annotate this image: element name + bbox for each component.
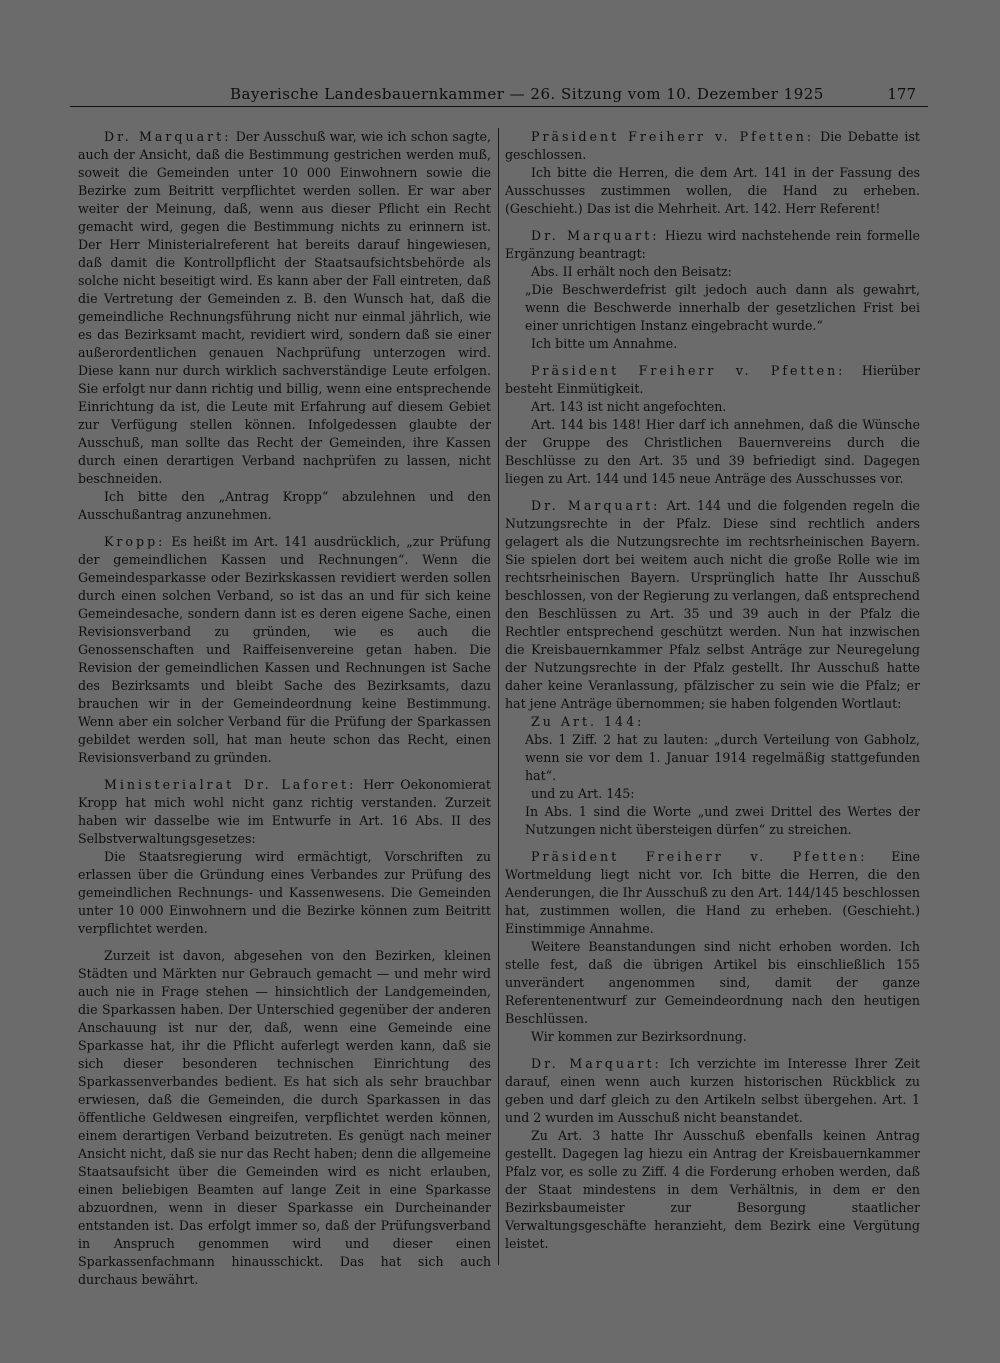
page-number: 177	[887, 85, 916, 103]
paragraph	[505, 1127, 920, 1253]
paragraph	[505, 362, 920, 398]
paragraph-text: Ich bitte den „Antrag Kropp“ abzulehnen und den Ausschußantrag anzunehmen.	[78, 489, 491, 522]
speaker-name: Präsident Freiherr v. Pfetten:	[531, 129, 815, 144]
paragraph-text: Abs. 1 Ziff. 2 hat zu lauten: „durch Verteilung von Gabholz, wenn sie vor dem 1. Januar 1914 regelmäßig stattgefunden hat“.	[525, 732, 920, 783]
column-divider	[498, 128, 499, 1265]
paragraph	[505, 398, 920, 416]
paragraph-text: Der Ausschuß war, wie ich schon sagte, auch der Ansicht, daß die Bestimmung gestrichen werden muß, soweit die Gemeinden unter 10 000 Einwohnern sowie die Bezirke zum Beitritt verpflichtet werden sollen. Er war aber weiter der Meinung, daß, wenn aus dieser Pflicht ein Recht gemacht wird, gegen die Bestimmung nichts zu erinnern ist. Der Herr Ministerialreferent hat bereits darauf hingewiesen, daß damit die Kontrollpflicht der Staatsaufsichtsbehörde als solche nicht beseitigt wird. Es kann aber der Fall eintreten, daß die Vertretung der Gemeinden z. B. den Wunsch hat, daß die gemeindliche Rechnungsführung nicht nur einmal jährlich, wie es das Bezirksamt macht, revidiert wird, sondern daß sie einer außerordentlichen genauen Nachprüfung unterzogen wird. Diese kann nur durch wirklich sachverständige Leute erfolgen. Sie erfolgt nur dann richtig und billig, wenn eine entsprechende Einrichtung da ist, die Leute mit Erfahrung auf diesem Gebiet zur Verfügung stellen können. Infolgedessen glaubte der Ausschuß, man sollte das Recht der Gemeinden, ihre Kassen durch einen derartigen Verband nachprüfen zu lassen, nicht beschneiden.	[78, 129, 491, 486]
paragraph-text: Art. 144 bis 148! Hier darf ich annehmen, daß die Wünsche der Gruppe des Christlichen Bauernvereins durch die Beschlüsse zu den Art. 35 und 39 befriedigt sind. Dagegen liegen zu Art. 144 und 145 neue Anträge des Ausschusses vor.	[505, 417, 920, 486]
paragraph-text: „Die Beschwerdefrist gilt jedoch auch dann als gewahrt, wenn die Beschwerde innerhalb der gesetzlichen Frist bei einer unrichtigen Instanz eingebracht wurde.“	[525, 282, 920, 333]
left-column	[78, 128, 491, 1289]
paragraph	[505, 128, 920, 164]
paragraph	[78, 533, 491, 767]
paragraph	[78, 488, 491, 524]
right-column	[505, 128, 920, 1253]
paragraph-text: Ich verzichte im Interesse Ihrer Zeit darauf, einen wenn auch kurzen historischen Rückblick zu geben und darf gleich zu den Artikeln selbst übergehen. Art. 1 und 2 wurden im Ausschuß nicht beanstandet.	[505, 1056, 920, 1125]
speaker-name: Ministerialrat Dr. Laforet:	[104, 777, 357, 792]
paragraph-text: Hiezu wird nachstehende rein formelle Ergänzung beantragt:	[505, 228, 920, 261]
speaker-name: Präsident Freiherr v. Pfetten:	[531, 363, 846, 378]
paragraph-text: Es heißt im Art. 141 ausdrücklich, „zur Prüfung der gemeindlichen Kassen und Rechnungen“. Wenn die Gemeindesparkasse oder Bezirkskassen revidiert werden sollen durch einen solchen Verband, so ist das an und für sich keine Gemeindesache, sondern dann ist es deren eigene Sache, einen Revisionsverband zu gründen, wie es auch die Genossenschaften und Raiffeisenvereine getan haben. Die Revision der gemeindlichen Kassen und Rechnungen ist Sache des Bezirksamts und bleibt Sache des Bezirksamts, dazu brauchen wir in der Gemeindeordnung keine Bestimmung. Wenn aber ein solcher Verband für die Prüfung der Sparkassen gebildet werden soll, hat man heute schon das Recht, einen Revisionsverband zu gründen.	[78, 534, 491, 765]
speaker-name: Dr. Marquart:	[104, 129, 232, 144]
speaker-name: Dr. Marquart:	[531, 498, 661, 513]
paragraph-text: Ich bitte um Annahme.	[531, 336, 678, 351]
speaker-name: Präsident Freiherr v. Pfetten:	[531, 849, 868, 864]
paragraph-text: und zu Art. 145:	[531, 786, 635, 801]
paragraph	[505, 497, 920, 713]
paragraph	[78, 947, 491, 1289]
paragraph-text: Wir kommen zur Bezirksordnung.	[531, 1029, 747, 1044]
paragraph-text: Art. 143 ist nicht angefochten.	[531, 399, 727, 414]
paragraph	[505, 848, 920, 938]
paragraph-text: Die Staatsregierung wird ermächtigt, Vorschriften zu erlassen über die Gründung eines Verbandes zur Prüfung des gemeindlichen Rechnungs- und Kassenwesens. Die Gemeinden unter 10 000 Einwohnern und die Bezirke können zum Beitritt verpflichtet werden.	[78, 849, 491, 936]
speaker-name: Dr. Marquart:	[531, 1056, 662, 1071]
paragraph-text: Abs. II erhält noch den Beisatz:	[531, 264, 732, 279]
paragraph	[505, 713, 920, 731]
quoted-paragraph	[505, 281, 920, 335]
paragraph	[78, 128, 491, 488]
paragraph-text: Herr Oekonomierat Kropp hat mich wohl nicht ganz richtig verstanden. Zurzeit haben wir dasselbe wie im Entwurfe in Art. 16 Abs. II des Selbstverwaltungsgesetzes:	[78, 777, 491, 846]
quoted-paragraph	[505, 263, 920, 281]
page-header	[70, 84, 928, 107]
paragraph-text: Die Debatte ist geschlossen.	[505, 129, 920, 162]
paragraph-text: Zu Art. 3 hatte Ihr Ausschuß ebenfalls keinen Antrag gestellt. Dagegen lag hiezu ein Antrag der Kreisbauernkammer Pfalz vor, es solle zu Ziff. 4 die Forderung erhoben werden, daß der Staat mindestens in dem Verhältnis, in dem er den Bezirksbaumeister zur Besorgung staatlicher Verwaltungsgeschäfte heranzieht, dem Bezirk eine Vergütung leistet.	[505, 1128, 920, 1251]
speaker-name: Dr. Marquart:	[531, 228, 660, 243]
quoted-paragraph	[78, 848, 491, 938]
paragraph-text: Art. 144 und die folgenden regeln die Nutzungsrechte in der Pfalz. Diese sind rechtlich anders gelagert als die Nutzungsrechte im rechtsrheinischen Bayern. Sie spielen dort bei weitem auch nicht die große Rolle wie im rechtsrheinischen Bayern. Ursprünglich hatte Ihr Ausschuß beschlossen, von der Regierung zu verlangen, daß entsprechend den Beschlüssen zu Art. 35 und 39 auch in der Pfalz die Rechtler entsprechend geschützt werden. Nun hat inzwischen die Kreisbauernkammer Pfalz selbst Anträge zur Neuregelung der Nutzungsrechte in der Pfalz gestellt. Ihr Ausschuß hatte daher keine Veranlassung, pfälzischer zu sein wie die Pfalz; er hat jene Anträge übernommen; sie haben folgenden Wortlaut:	[505, 498, 920, 711]
paragraph	[505, 785, 920, 803]
paragraph	[505, 1055, 920, 1127]
paragraph	[505, 164, 920, 218]
paragraph	[505, 416, 920, 488]
paragraph	[505, 227, 920, 263]
quoted-paragraph	[505, 803, 920, 839]
paragraph-text: Ich bitte die Herren, die dem Art. 141 in der Fassung des Ausschusses zustimmen wollen, die Hand zu erheben. (Geschieht.) Das ist die Mehrheit. Art. 142. Herr Referent!	[505, 165, 920, 216]
paragraph	[505, 335, 920, 353]
quoted-paragraph	[505, 731, 920, 785]
paragraph-text: Weitere Beanstandungen sind nicht erhoben worden. Ich stelle fest, daß die übrigen Artikel bis einschließlich 155 unverändert angenommen sind, damit der ganze Referentenentwurf zur Gemeindeordnung nach den heutigen Beschlüssen.	[505, 939, 920, 1026]
paragraph-text: Hierüber besteht Einmütigkeit.	[505, 363, 920, 396]
running-title: Bayerische Landesbauernkammer — 26. Sitzung vom 10. Dezember 1925	[230, 85, 824, 103]
paragraph	[505, 1028, 920, 1046]
speaker-name: Kropp:	[104, 534, 166, 549]
paragraph-text: Zurzeit ist davon, abgesehen von den Bezirken, kleinen Städten und Märkten nur Gebrauch gemacht — und mehr wird auch nie in Frage stehen — hinsichtlich der Landgemeinden, die Sparkassen haben. Der Unterschied gegenüber der anderen Anschauung ist nur der, daß, wenn eine Gemeinde eine Sparkasse hat, ihr die Pflicht auferlegt werden kann, daß sie sich dieser besonderen technischen Einrichtung des Sparkassenverbandes bedient. Es hat sich als sehr brauchbar erwiesen, daß die Gemeinden, die durch Sparkassen in das öffentliche Geldwesen eingreifen, verpflichtet werden können, einem derartigen Verband beizutreten. Es genügt nach meiner Ansicht nicht, daß sie nur das Recht haben; denn die allgemeine Staatsaufsicht über die Gemeinden wird es nicht erlauben, einen beliebigen Beamten auf lange Zeit in eine Sparkasse abzuordnen, wenn in dieser Sparkasse ein Durcheinander entstanden ist. Das erfolgt immer so, daß der Prüfungsverband in Anspruch genommen wird und dieser einen Sparkassenfachmann hinausschickt. Das hat sich auch durchaus bewährt.	[78, 948, 491, 1287]
paragraph	[505, 938, 920, 1028]
paragraph-text: Eine Wortmeldung liegt nicht vor. Ich bitte die Herren, die den Aenderungen, die Ihr Ausschuß zu den Art. 144/145 beschlossen hat, zustimmen wollen, die Hand zu erheben. (Geschieht.) Einstimmige Annahme.	[505, 849, 920, 936]
paragraph-text: Zu Art. 144:	[531, 714, 645, 729]
paragraph-text: In Abs. 1 sind die Worte „und zwei Drittel des Wertes der Nutzungen nicht übersteigen dürfen“ zu streichen.	[525, 804, 920, 837]
paragraph	[78, 776, 491, 848]
